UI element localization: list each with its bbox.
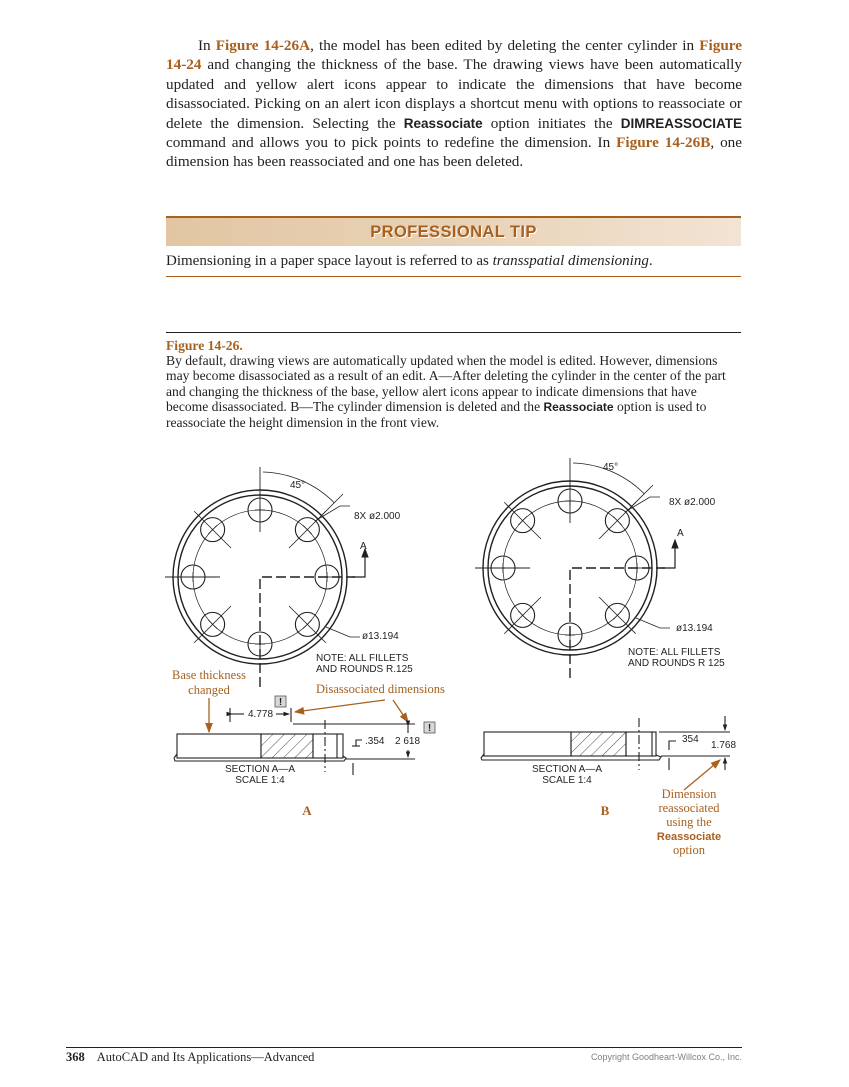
note-line2-b: AND ROUNDS R 125	[628, 658, 725, 669]
section-marker-b: A	[677, 528, 684, 539]
alert-icon-height[interactable]	[424, 722, 435, 734]
note-line1-a: NOTE: ALL FILLETS	[316, 653, 409, 664]
alert-glyph: !	[427, 723, 432, 734]
text: option is used to reassociate the height dimension in the front view.	[166, 398, 707, 431]
text: option initiates the	[482, 114, 621, 132]
callout-arrow-disassoc-2	[393, 700, 408, 722]
width-dim-a: 4.778	[248, 709, 274, 720]
angle-extension	[320, 494, 343, 517]
height-dim-a: 2 618	[395, 736, 421, 747]
alert-glyph: !	[278, 697, 283, 708]
figure-number: Figure 14-26.	[166, 338, 243, 353]
callout-base-thickness-2: changed	[188, 683, 230, 697]
text: , one dimension has been reassociated and one has been deleted.	[166, 134, 742, 171]
view-b-top-view	[475, 458, 678, 678]
callout-arrow-reassociated	[684, 760, 720, 790]
view-label-a: A	[302, 803, 312, 818]
callout-reassoc-1: Dimension	[661, 787, 717, 801]
caption-term: Reassociate	[543, 399, 614, 414]
callout-reassoc-2: reassociated	[658, 801, 720, 815]
book-title: AutoCAD and Its Applications—Advanced	[96, 1050, 315, 1064]
page-number: 368	[66, 1050, 85, 1064]
text: , the model has been edited by deleting the center cylinder in	[310, 37, 700, 54]
callout-reassoc-term: Reassociate	[656, 831, 722, 843]
step-dim-b: 354	[682, 734, 699, 745]
text: .	[648, 253, 653, 269]
callout-disassociated: Disassociated dimensions	[316, 682, 445, 696]
note-line2-a: AND ROUNDS R.125	[316, 664, 413, 675]
angle-extension	[630, 485, 653, 508]
section-marker-a: A	[360, 541, 367, 552]
alert-icon-width[interactable]	[275, 696, 286, 708]
callout-base-thickness-1: Base thickness	[172, 668, 246, 682]
tip-term: transspatial dimensioning	[492, 253, 649, 269]
text: Dimensioning in a paper space layout is referred to as	[166, 253, 493, 269]
diameter-dim-b: ø13.194	[676, 623, 713, 634]
text: and changing the thickness of the base. The drawing views have been automatically updated and yellow alert icons appear to indicate the dimensions that have become disassociated. Picking on an alert icon displays a shortcut menu with options to reassociate or delete the dimension. Selecting the	[166, 56, 742, 132]
hole-dim-a: 8X ø2.000	[354, 511, 401, 522]
figure-ref-14-26a[interactable]: Figure 14-26A	[215, 37, 311, 54]
angle-dim-a: 45°	[290, 480, 306, 491]
figure-ref-14-24[interactable]: Figure 14-24	[166, 37, 742, 74]
diameter-dim-a: ø13.194	[362, 631, 399, 642]
callout-reassoc-3: using the	[666, 815, 712, 829]
view-label-b: B	[600, 803, 610, 818]
callout-arrow-disassoc-1	[295, 700, 385, 712]
angle-dim-b: 45°	[603, 462, 619, 473]
text: command and allows you to pick points to redefine the dimension. In	[166, 134, 617, 152]
section-arrowhead	[672, 540, 678, 548]
section-title-a: SECTION A—A	[224, 764, 296, 775]
copyright: Copyright Goodheart-Willcox Co., Inc.	[590, 1052, 742, 1062]
tip-title: PROFESSIONAL TIP	[370, 223, 537, 241]
page-footer	[66, 1047, 742, 1065]
diameter-leader	[636, 618, 670, 628]
step-dim-a: .354	[365, 736, 385, 747]
height-dim-b: 1.768	[711, 740, 737, 751]
callout-reassoc-5: option	[673, 843, 705, 857]
term-reassociate: Reassociate	[403, 115, 483, 131]
figure-ref-14-26b[interactable]: Figure 14-26B	[616, 134, 711, 152]
section-scale-b: SCALE 1:4	[542, 775, 592, 786]
section-title-b: SECTION A—A	[531, 764, 603, 775]
hole-dim-b: 8X ø2.000	[669, 497, 716, 508]
text: By default, drawing views are automatically updated when the model is edited. However, dimensions may become disassociated as a result of an edit. A—After deleting the cylinder in the center of the part and changing the thickness of the base, yellow alert icons appear to indicate dimensions that have become disassociated. B—The cylinder dimension is deleted and the	[166, 353, 726, 414]
text: In	[198, 37, 216, 54]
diameter-leader	[326, 627, 360, 637]
note-line1-b: NOTE: ALL FILLETS	[628, 647, 721, 658]
term-dimreassociate: DIMREASSOCIATE	[620, 115, 742, 131]
section-scale-a: SCALE 1:4	[235, 775, 285, 786]
